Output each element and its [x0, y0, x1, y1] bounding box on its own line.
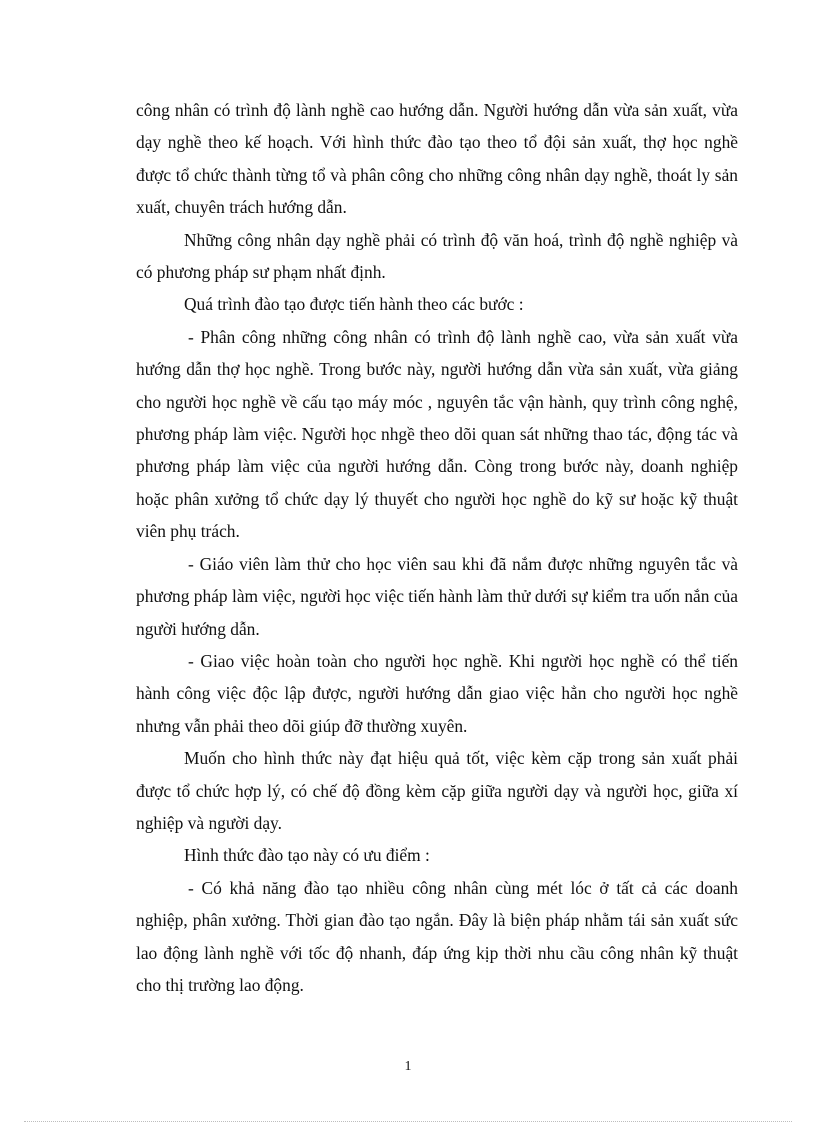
paragraph-step-assign-workers: - Phân công những công nhân có trình độ lành nghề cao, vừa sản xuất vừa hướng dẫn thợ học nghề. Trong bước này, người hướng dẫn vừa sản xuất, vừa giảng cho người học nghề về cấu tạo máy móc , nguyên tắc vận hành, quy trình công nghệ, phương pháp làm việc. Người học nhgề theo dõi quan sát những thao tác, động tác và phương pháp làm việc của người hướng dẫn. Còng trong bước này, doanh nghiệp hoặc phân xưởng tổ chức dạy lý thuyết cho người học nghề do kỹ sư hoặc kỹ thuật viên phụ trách. — [136, 326, 738, 542]
paragraph-step-full-handover: - Giao việc hoàn toàn cho người học nghề. Khi người học nghề có thể tiến hành công việc độc lập được, người hướng dẫn giao việc hẳn cho người học nghề nhưng vẫn phải theo dõi giúp đỡ thường xuyên. — [136, 650, 738, 736]
paragraph-advantages-intro: Hình thức đào tạo này có ưu điểm : — [184, 845, 430, 866]
paragraph-step-trial-work: - Giáo viên làm thử cho học viên sau khi đã nắm được những nguyên tắc và phương pháp làm việc, người học việc tiến hành làm thử dưới sự kiểm tra uốn nắn của người hướng dẫn. — [136, 553, 738, 639]
paragraph-effectiveness: Muốn cho hình thức này đạt hiệu quả tốt, việc kèm cặp trong sản xuất phải được tổ chức hợp lý, có chế độ đồng kèm cặp giữa người dạy và người học, giữa xí nghiệp và người dạy. — [136, 748, 738, 833]
page-bottom-divider — [24, 1121, 792, 1122]
paragraph-continued: công nhân có trình độ lành nghề cao hướng dẫn. Người hướng dẫn vừa sản xuất, vừa dạy nghề theo kế hoạch. Với hình thức đào tạo theo tổ đội sản xuất, thợ học nghề được tổ chức thành từng tổ và phân công cho những công nhân dạy nghề, thoát ly sản xuất, chuyên trách hướng dẫn. — [136, 100, 738, 218]
page-number: 1 — [404, 1059, 412, 1074]
paragraph-teacher-requirements: Những công nhân dạy nghề phải có trình độ văn hoá, trình độ nghề nghiệp và có phương pháp sư phạm nhất định. — [136, 229, 738, 283]
paragraph-training-steps-intro: Quá trình đào tạo được tiến hành theo các bước : — [184, 294, 524, 315]
body-text — [136, 94, 738, 1001]
paragraph-advantage-item: - Có khả năng đào tạo nhiều công nhân cùng mét lóc ở tất cả các doanh nghiệp, phân xưởng. Thời gian đào tạo ngắn. Đây là biện pháp nhằm tái sản xuất sức lao động lành nghề với tốc độ nhanh, đáp ứng kịp thời nhu cầu công nhân kỹ thuật cho thị trường lao động. — [136, 877, 738, 995]
